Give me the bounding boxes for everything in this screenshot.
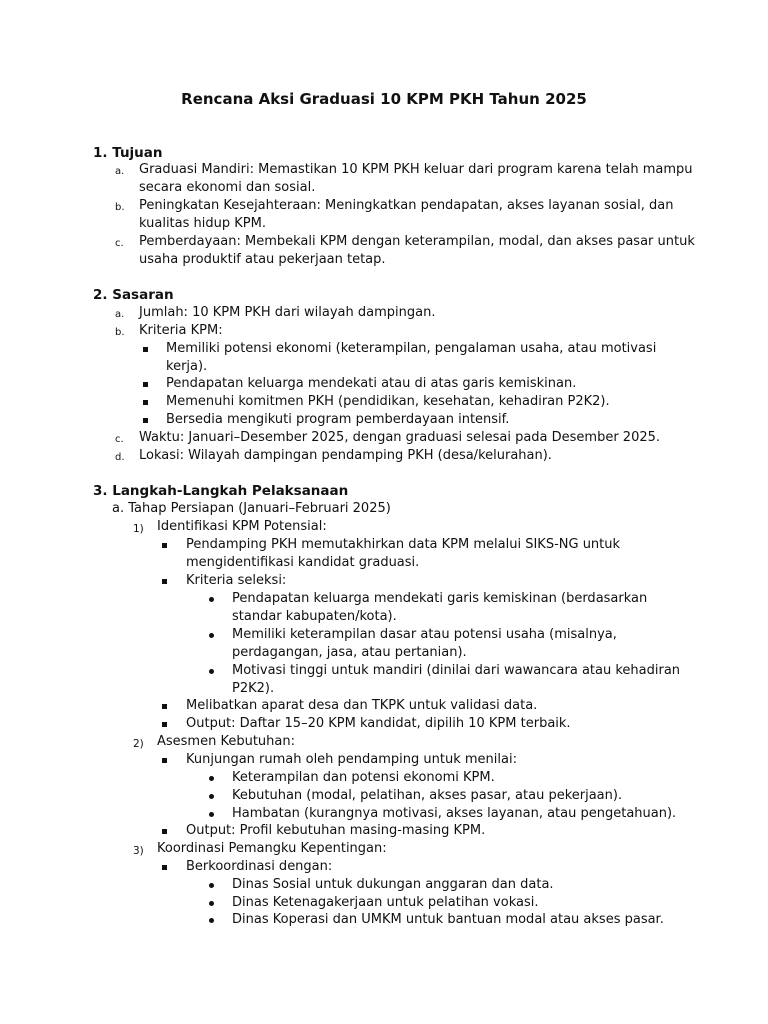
list-item-line: kualitas hidup KPM.	[139, 216, 266, 231]
list-marker: a.	[115, 166, 125, 177]
list-marker: c.	[115, 434, 124, 445]
heading-langkah: 3. Langkah-Langkah Pelaksanaan	[93, 483, 349, 499]
square-bullet-icon	[162, 579, 167, 584]
step-marker: 1)	[133, 523, 144, 535]
heading-tujuan: 1. Tujuan	[93, 145, 163, 161]
list-item-line: Waktu: Januari–Desember 2025, dengan graduasi selesai pada Desember 2025.	[139, 430, 661, 445]
list-item-line: standar kabupaten/kota).	[232, 609, 397, 624]
round-bullet-icon	[209, 776, 214, 781]
round-bullet-icon	[209, 669, 214, 674]
list-marker: a.	[115, 309, 125, 320]
list-item-line: Motivasi tinggi untuk mandiri (dinilai dari wawancara atau kehadiran	[232, 663, 681, 678]
square-bullet-icon	[143, 400, 148, 405]
list-item-line: Pendapatan keluarga mendekati atau di atas garis kemiskinan.	[166, 376, 577, 391]
list-marker: c.	[115, 238, 124, 249]
list-item-line: Output: Profil kebutuhan masing-masing KPM.	[186, 823, 486, 838]
list-marker: d.	[115, 452, 125, 463]
square-bullet-icon	[143, 418, 148, 423]
list-item-line: Lokasi: Wilayah dampingan pendamping PKH (desa/kelurahan).	[139, 448, 552, 463]
list-item-line: Graduasi Mandiri: Memastikan 10 KPM PKH keluar dari program karena telah mampu	[139, 162, 693, 177]
round-bullet-icon	[209, 633, 214, 638]
list-marker: b.	[115, 327, 125, 338]
list-item-line: Output: Daftar 15–20 KPM kandidat, dipilih 10 KPM terbaik.	[186, 716, 571, 731]
square-bullet-icon	[162, 704, 167, 709]
list-item-line: Pemberdayaan: Membekali KPM dengan keterampilan, modal, dan akses pasar untuk	[139, 234, 695, 249]
list-item-line: Kebutuhan (modal, pelatihan, akses pasar, atau pekerjaan).	[232, 788, 623, 803]
document-title: Rencana Aksi Graduasi 10 KPM PKH Tahun 2025	[181, 90, 587, 108]
list-item-line: Dinas Sosial untuk dukungan anggaran dan data.	[232, 877, 554, 892]
list-marker: b.	[115, 202, 125, 213]
list-item-line: usaha produktif atau pekerjaan tetap.	[139, 252, 386, 267]
round-bullet-icon	[209, 794, 214, 799]
list-item-line: Hambatan (kurangnya motivasi, akses layanan, atau pengetahuan).	[232, 806, 677, 821]
round-bullet-icon	[209, 597, 214, 602]
list-item-line: Memenuhi komitmen PKH (pendidikan, kesehatan, kehadiran P2K2).	[166, 394, 610, 409]
round-bullet-icon	[209, 918, 214, 923]
tahap-persiapan-label: a. Tahap Persiapan (Januari–Februari 2025)	[112, 501, 391, 516]
square-bullet-icon	[143, 382, 148, 387]
list-item-line: Dinas Ketenagakerjaan untuk pelatihan vokasi.	[232, 895, 539, 910]
list-item-line: P2K2).	[232, 681, 275, 696]
list-item-line: Pendamping PKH memutakhirkan data KPM melalui SIKS-NG untuk	[186, 537, 621, 552]
list-item-line: Memiliki potensi ekonomi (keterampilan, pengalaman usaha, atau motivasi	[166, 341, 657, 356]
square-bullet-icon	[162, 829, 167, 834]
list-item-line: Jumlah: 10 KPM PKH dari wilayah dampingan.	[139, 305, 436, 320]
heading-sasaran: 2. Sasaran	[93, 287, 174, 303]
step-label: Koordinasi Pemangku Kepentingan:	[157, 841, 387, 856]
list-item-line: Peningkatan Kesejahteraan: Meningkatkan pendapatan, akses layanan sosial, dan	[139, 198, 674, 213]
list-item-line: Bersedia mengikuti program pemberdayaan intensif.	[166, 412, 510, 427]
list-item-line: Melibatkan aparat desa dan TKPK untuk validasi data.	[186, 698, 538, 713]
round-bullet-icon	[209, 883, 214, 888]
square-bullet-icon	[162, 722, 167, 727]
step-marker: 2)	[133, 738, 144, 750]
list-item-line: perdagangan, jasa, atau pertanian).	[232, 645, 467, 660]
square-bullet-icon	[162, 758, 167, 763]
list-item-line: Pendapatan keluarga mendekati garis kemiskinan (berdasarkan	[232, 591, 648, 606]
round-bullet-icon	[209, 901, 214, 906]
round-bullet-icon	[209, 812, 214, 817]
list-item-line: kerja).	[166, 359, 208, 374]
square-bullet-icon	[162, 865, 167, 870]
list-item-line: mengidentifikasi kandidat graduasi.	[186, 555, 420, 570]
list-item-line: Keterampilan dan potensi ekonomi KPM.	[232, 770, 495, 785]
step-label: Identifikasi KPM Potensial:	[157, 519, 327, 534]
square-bullet-icon	[162, 543, 167, 548]
step-label: Asesmen Kebutuhan:	[157, 734, 295, 749]
list-item-line: Kunjungan rumah oleh pendamping untuk menilai:	[186, 752, 517, 767]
list-item-line: Kriteria seleksi:	[186, 573, 287, 588]
list-item-line: Berkoordinasi dengan:	[186, 859, 333, 874]
step-marker: 3)	[133, 845, 144, 857]
list-item-line: secara ekonomi dan sosial.	[139, 180, 316, 195]
list-item-line: Memiliki keterampilan dasar atau potensi usaha (misalnya,	[232, 627, 617, 642]
list-item-line: Kriteria KPM:	[139, 323, 223, 338]
square-bullet-icon	[143, 347, 148, 352]
list-item-line: Dinas Koperasi dan UMKM untuk bantuan modal atau akses pasar.	[232, 912, 664, 927]
